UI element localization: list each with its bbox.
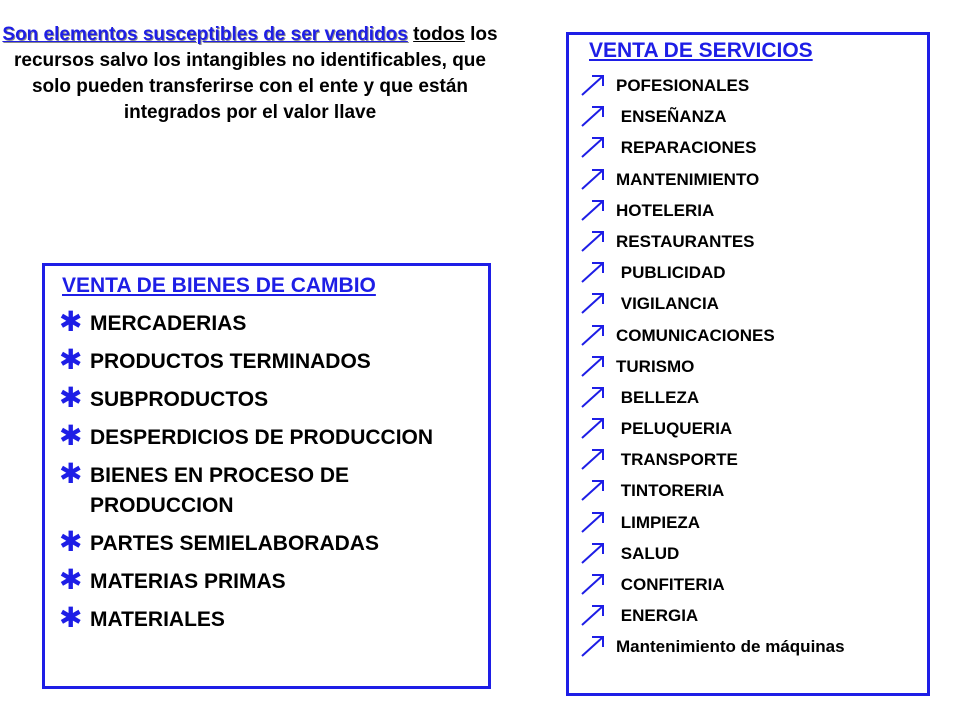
intro-underlined: todos [413, 24, 465, 45]
goods-item-label: MERCADERIAS [90, 312, 247, 335]
services-item-label: POFESIONALES [616, 76, 750, 95]
intro-rest: los recursos salvo los intangibles no identificables, que solo pueden transferirse con el ente y que están integrados por el valor llave [14, 24, 498, 123]
services-item-label: VIGILANCIA [616, 294, 719, 314]
arrow-up-right-icon [579, 354, 607, 378]
goods-item-label: DESPERDICIOS DE PRODUCCION [90, 426, 434, 449]
goods-title: VENTA DE BIENES DE CAMBIO [62, 274, 376, 297]
arrow-up-right-icon [579, 135, 607, 159]
services-item-label: BELLEZA [616, 387, 700, 407]
services-list-item [579, 229, 919, 260]
arrow-up-right-icon [579, 291, 607, 315]
services-list-item [579, 73, 919, 104]
services-list-item [579, 447, 919, 478]
goods-item-label: PRODUCTOS TERMINADOS [90, 350, 371, 373]
services-list-item [579, 291, 919, 322]
services-item-label: TINTORERIA [616, 481, 725, 501]
arrow-up-right-icon [579, 385, 607, 409]
services-list [579, 73, 919, 657]
goods-item-label: MATERIAS PRIMAS [90, 570, 286, 593]
services-title: VENTA DE SERVICIOS [589, 39, 813, 62]
arrow-up-right-icon [579, 229, 607, 253]
asterisk-icon: ✱ [59, 458, 83, 489]
arrow-up-right-icon [579, 478, 607, 502]
services-list-item [579, 354, 919, 385]
arrow-up-right-icon [579, 510, 607, 534]
services-item-label: REPARACIONES [616, 138, 757, 158]
arrow-up-right-icon [579, 167, 607, 191]
services-list-item [579, 323, 919, 354]
arrow-up-right-icon [579, 634, 607, 658]
asterisk-icon: ✱ [59, 564, 83, 595]
arrow-up-right-icon [579, 447, 607, 471]
services-list-item [579, 572, 919, 603]
services-item-label: TRANSPORTE [616, 450, 738, 470]
goods-item-label: MATERIALES [90, 608, 225, 631]
goods-box [42, 263, 491, 689]
services-item-label: LIMPIEZA [616, 512, 701, 532]
services-list-item [579, 167, 919, 198]
goods-list-item [59, 382, 490, 415]
asterisk-icon: ✱ [59, 382, 83, 413]
asterisk-icon: ✱ [59, 306, 83, 337]
asterisk-icon: ✱ [59, 344, 83, 375]
services-item-label: PUBLICIDAD [616, 263, 726, 283]
goods-list-item [59, 420, 490, 453]
intro-highlight: Son elementos susceptibles de ser vendidos [2, 24, 408, 45]
goods-list-item [59, 602, 490, 635]
goods-item-label: SUBPRODUCTOS [90, 388, 269, 411]
goods-list-item [59, 526, 490, 559]
services-item-label: SALUD [616, 543, 680, 563]
services-item-label: ENERGIA [616, 606, 699, 626]
services-list-item [579, 385, 919, 416]
arrow-up-right-icon [579, 198, 607, 222]
asterisk-icon: ✱ [59, 526, 83, 557]
services-list-item [579, 198, 919, 229]
services-item-label: HOTELERIA [616, 200, 715, 220]
arrow-up-right-icon [579, 541, 607, 565]
goods-list-item [59, 564, 490, 597]
goods-list-item [59, 344, 490, 377]
arrow-up-right-icon [579, 104, 607, 128]
asterisk-icon: ✱ [59, 602, 83, 633]
services-box [566, 32, 930, 696]
goods-item-label: PARTES SEMIELABORADAS [90, 532, 379, 555]
services-list-item [579, 603, 919, 634]
services-item-label: PELUQUERIA [616, 419, 733, 439]
goods-list-item [59, 306, 490, 339]
services-item-label: TURISMO [616, 356, 695, 376]
goods-item-label: BIENES EN PROCESO DE PRODUCCION [90, 464, 350, 517]
intro-paragraph [0, 22, 500, 126]
services-item-label: ENSEÑANZA [616, 107, 727, 127]
services-item-label: Mantenimiento de máquinas [616, 637, 845, 657]
arrow-up-right-icon [579, 260, 607, 284]
services-list-item [579, 135, 919, 166]
services-list-item [579, 634, 919, 657]
arrow-up-right-icon [579, 73, 607, 97]
arrow-up-right-icon [579, 416, 607, 440]
services-item-label: MANTENIMIENTO [616, 169, 760, 189]
asterisk-icon: ✱ [59, 420, 83, 451]
services-list-item [579, 510, 919, 541]
goods-list [59, 306, 490, 643]
services-list-item [579, 541, 919, 572]
services-list-item [579, 260, 919, 291]
services-item-label: RESTAURANTES [616, 231, 755, 251]
services-item-label: COMUNICACIONES [616, 325, 775, 345]
arrow-up-right-icon [579, 603, 607, 627]
arrow-up-right-icon [579, 323, 607, 347]
goods-list-item [59, 458, 490, 521]
services-list-item [579, 104, 919, 135]
services-list-item [579, 478, 919, 509]
services-list-item [579, 416, 919, 447]
services-item-label: CONFITERIA [616, 575, 725, 594]
arrow-up-right-icon [579, 572, 607, 596]
